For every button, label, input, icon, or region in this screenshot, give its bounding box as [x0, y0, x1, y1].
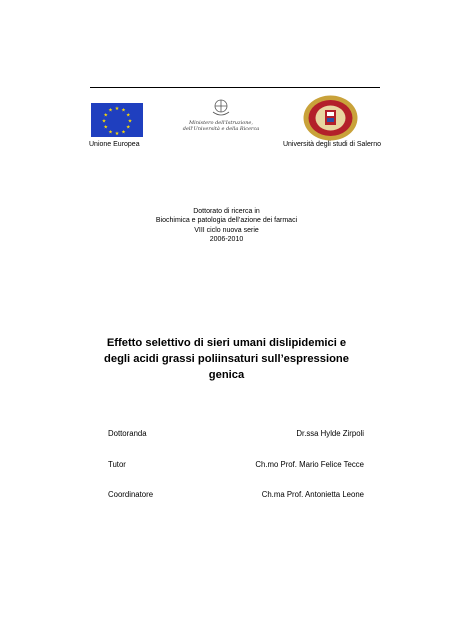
svg-text:Ministero dell'Istruzione,: Ministero dell'Istruzione,: [189, 120, 253, 126]
role-label: Coordinatore: [108, 490, 154, 499]
role-person: Dr.ssa Hylde Zirpoli: [296, 429, 364, 438]
svg-text:★: ★: [126, 112, 131, 119]
role-person: Ch.mo Prof. Mario Felice Tecce: [255, 460, 364, 469]
role-label: Dottoranda: [108, 429, 147, 438]
doctorate-line: VIII ciclo nuova serie: [194, 226, 259, 234]
svg-text:★: ★: [114, 131, 120, 137]
svg-text:★: ★: [103, 112, 108, 119]
svg-text:★: ★: [121, 129, 126, 136]
thesis-title-line: Effetto selettivo di sieri umani dislipidemici e: [106, 337, 347, 349]
role-label: Tutor: [108, 460, 126, 469]
doctorate-block: [0, 207, 453, 244]
svg-text:★: ★: [126, 124, 131, 131]
university-seal-logo: [303, 95, 358, 141]
eu-label: Unione Europea: [89, 141, 140, 148]
svg-text:★: ★: [108, 107, 113, 114]
doctorate-line: Dottorato di ricerca in: [193, 208, 260, 215]
thesis-title-line: degli acidi grassi poliinsaturi sull’espressione: [104, 353, 349, 365]
top-rule: [90, 87, 380, 88]
svg-text:★: ★: [121, 107, 126, 114]
svg-text:★: ★: [114, 106, 120, 112]
university-label: Università degli studi di Salerno: [282, 141, 381, 148]
role-person: Ch.ma Prof. Antonietta Leone: [261, 490, 364, 499]
eu-flag-logo: [91, 103, 143, 137]
svg-text:★: ★: [108, 129, 113, 136]
thesis-title-line: genica: [208, 369, 245, 381]
svg-text:dell'Università e della Ricerc: dell'Università e della Ricerca: [182, 126, 260, 132]
svg-text:★: ★: [127, 118, 133, 125]
ministry-logo: [182, 96, 260, 142]
svg-text:★: ★: [103, 124, 108, 131]
thesis-title: [0, 335, 453, 383]
svg-text:★: ★: [101, 118, 107, 125]
doctorate-line: Biochimica e patologia dell’azione dei farmaci: [155, 217, 298, 225]
doctorate-line: 2006-2010: [209, 235, 244, 243]
